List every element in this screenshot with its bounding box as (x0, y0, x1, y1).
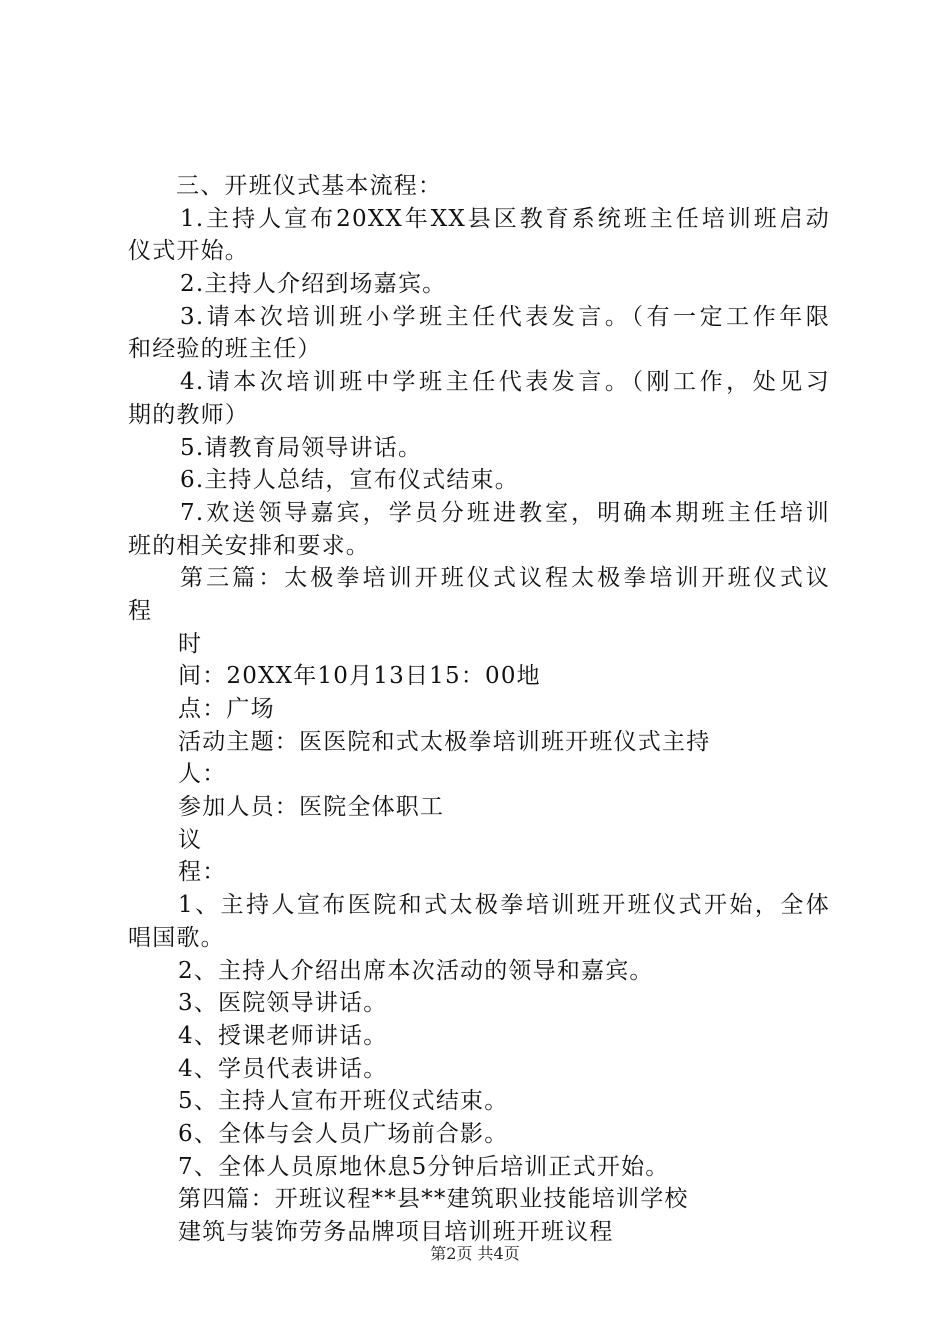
text-line: 3、医院领导讲话。 (178, 990, 388, 1017)
text-line: 4、学员代表讲话。 (178, 1055, 388, 1082)
text-line: 和经验的班主任） (128, 336, 322, 363)
text-line: 程 (128, 597, 153, 624)
text-line: 三、开班仪式基本流程： (176, 173, 443, 199)
text-line: 7、全体人员原地休息5分钟后培训正式开始。 (178, 1153, 670, 1180)
text-line: 1.主持人宣布20XX年XX县区教育系统班主任培训班启动 (180, 205, 830, 232)
text-line: 活动主题：医医院和式太极拳培训班开班仪式主持 (178, 728, 711, 755)
text-line: 1、主持人宣布医院和式太极拳培训班开班仪式开始，全体 (178, 892, 830, 919)
text-line: 时 (178, 630, 203, 657)
text-line: 第三篇：太极拳培训开班仪式议程太极拳培训开班仪式议 (180, 565, 830, 592)
text-line: 建筑与装饰劳务品牌项目培训班开班议程 (178, 1219, 614, 1245)
text-line: 期的教师） (128, 401, 249, 428)
text-line: 6、全体与会人员广场前合影。 (178, 1120, 509, 1147)
text-line: 5、主持人宣布开班仪式结束。 (178, 1088, 509, 1115)
text-line: 参加人员：医院全体职工 (178, 794, 445, 821)
text-line: 程： (178, 859, 227, 886)
document-body (128, 170, 830, 1249)
text-line: 4.请本次培训班中学班主任代表发言。（刚工作，处见习 (180, 369, 830, 396)
text-line: 7.欢送领导嘉宾，学员分班进教室，明确本期班主任培训 (180, 499, 830, 526)
text-line: 点：广场 (178, 696, 275, 722)
page-footer: 第2页 共4页 (430, 1244, 520, 1263)
text-line: 3.请本次培训班小学班主任代表发言。（有一定工作年限 (180, 303, 830, 330)
text-line: 人： (178, 761, 227, 788)
text-line: 2.主持人介绍到场嘉宾。 (180, 271, 447, 298)
text-line: 间：20XX年10月13日15：00地 (178, 663, 541, 690)
text-line: 5.请教育局领导讲话。 (180, 434, 423, 461)
text-line: 6.主持人总结，宣布仪式结束。 (180, 467, 519, 494)
text-line: 第四篇：开班议程**县**建筑职业技能培训学校 (178, 1186, 689, 1213)
text-line: 2、主持人介绍出席本次活动的领导和嘉宾。 (178, 957, 654, 984)
text-line: 仪式开始。 (128, 238, 249, 265)
text-line: 唱国歌。 (128, 924, 225, 951)
text-line: 议 (178, 826, 203, 853)
text-line: 4、授课老师讲话。 (178, 1022, 388, 1049)
text-line: 班的相关安排和要求。 (128, 532, 370, 559)
